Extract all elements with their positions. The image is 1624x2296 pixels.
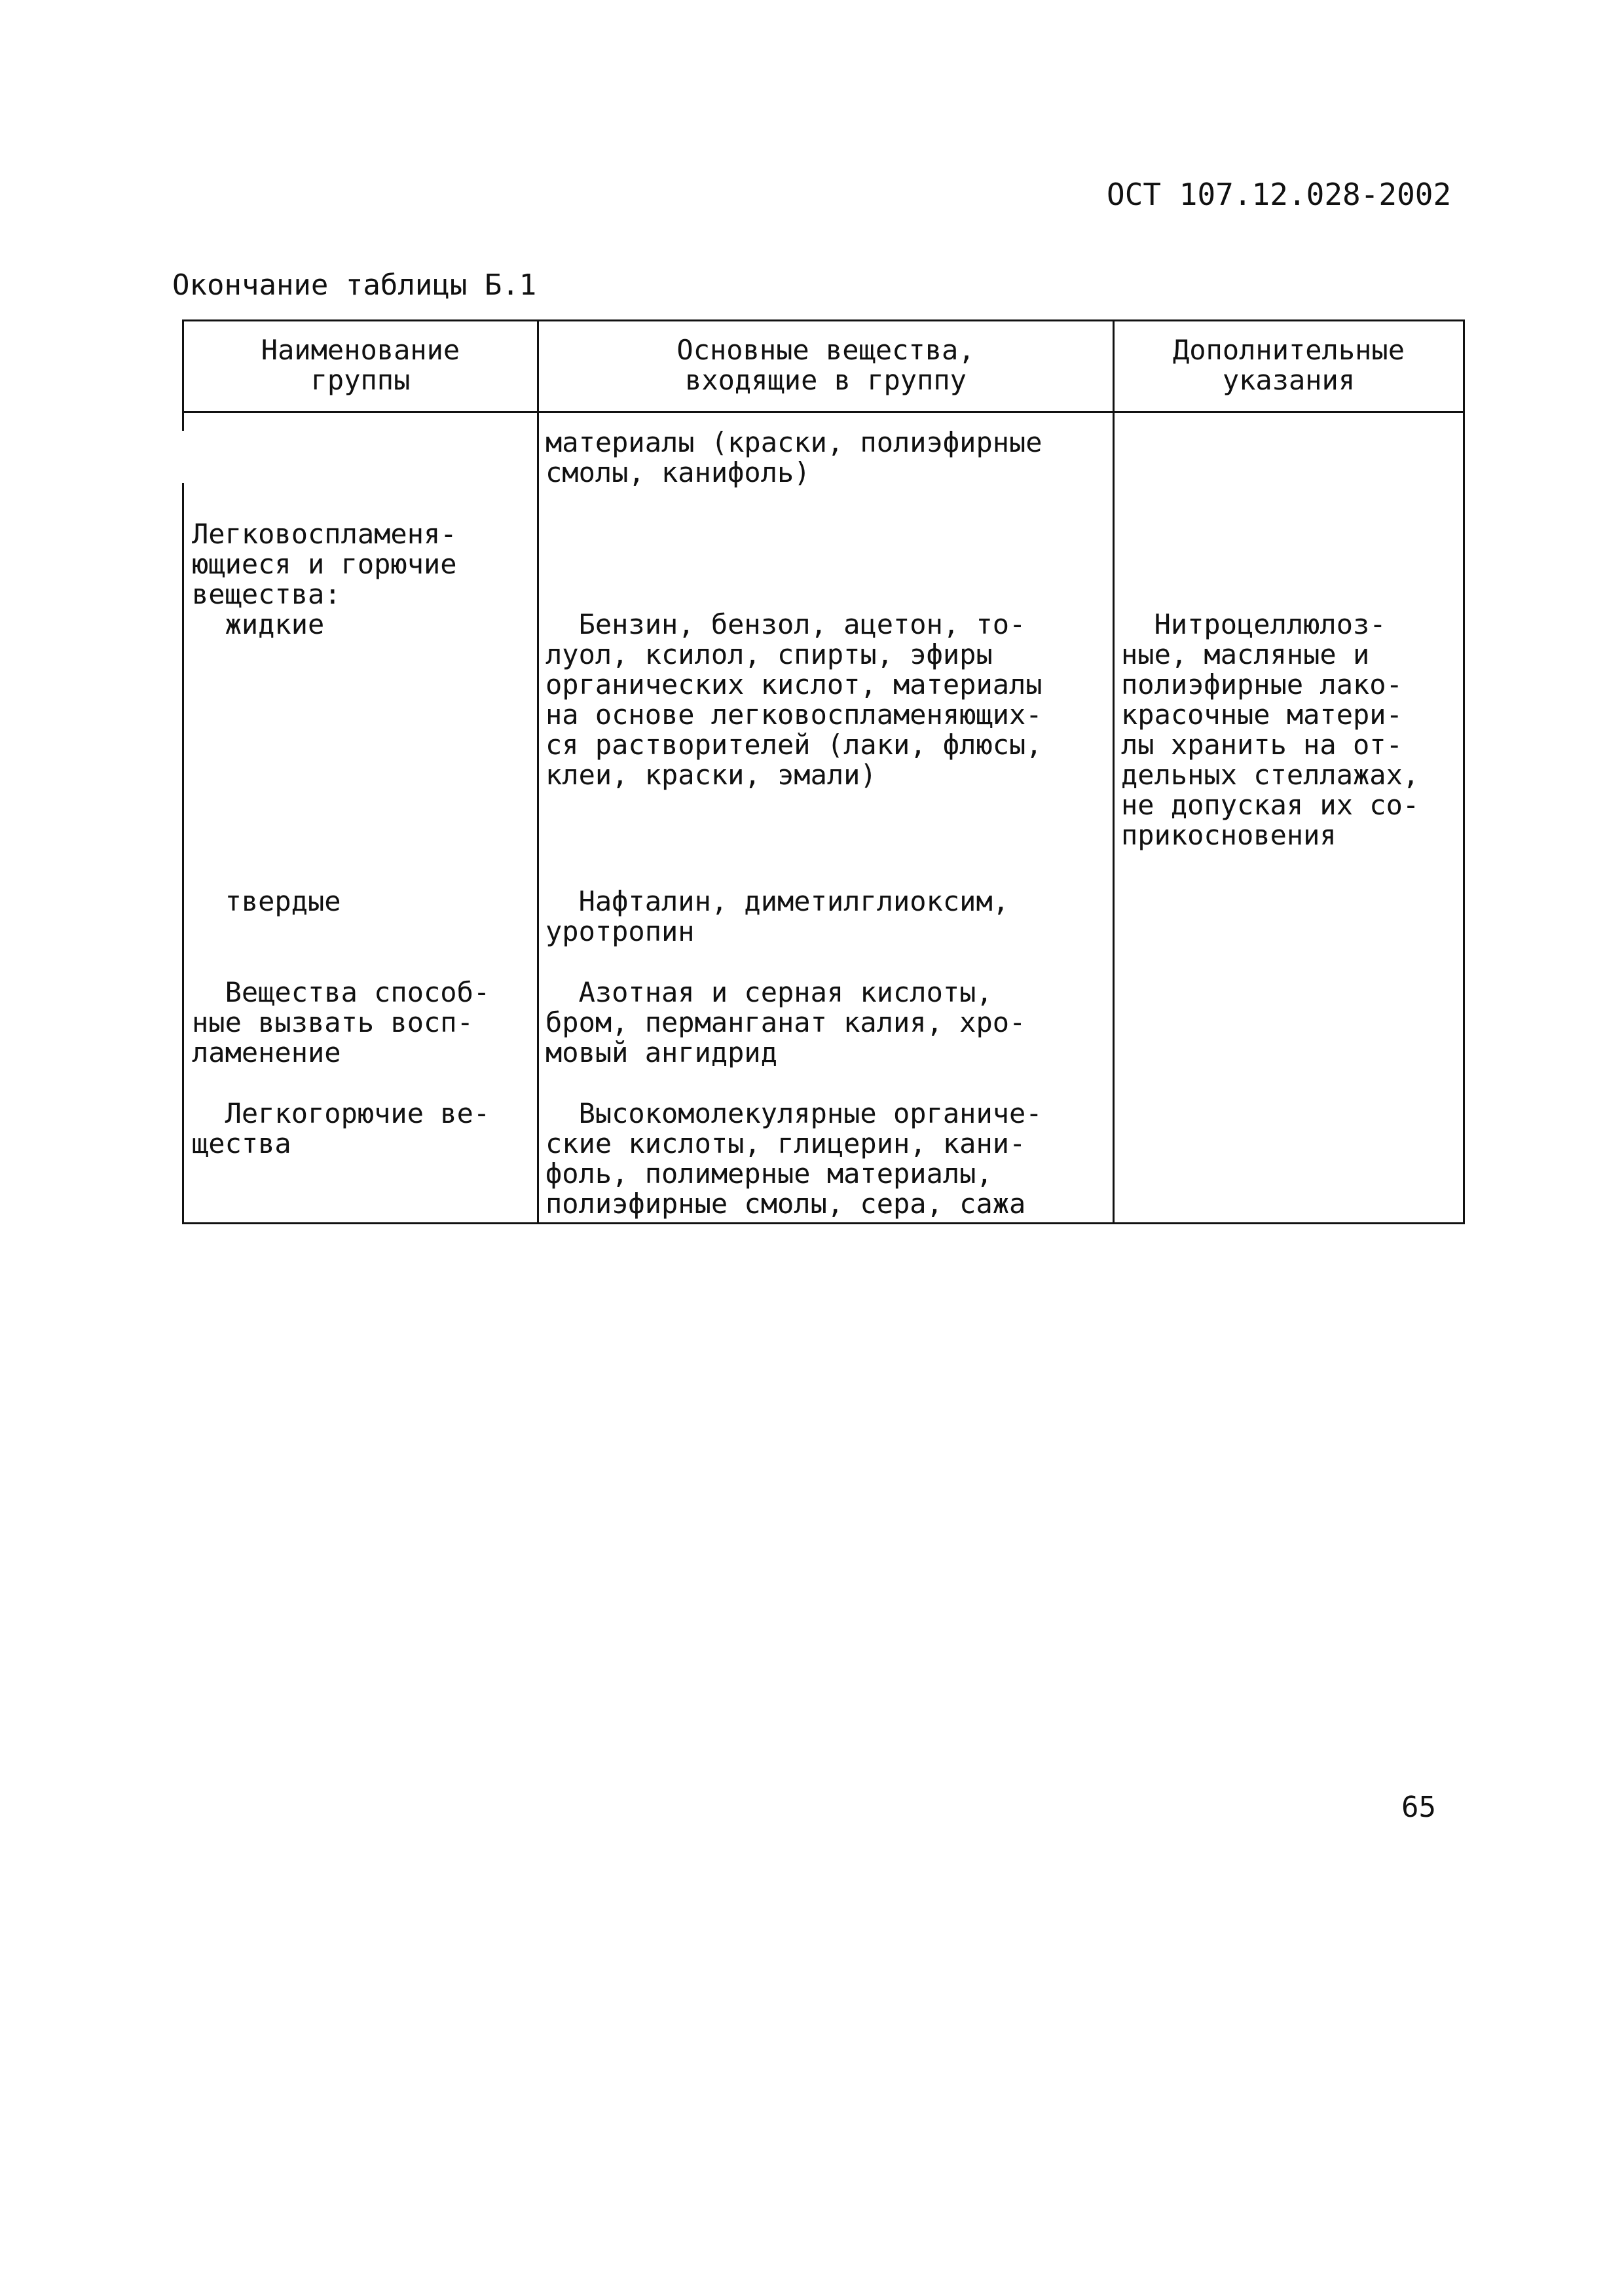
row-oxidizers-substances: Азотная и серная кислоты, бром, перманганат калия, хро- мовый ангидрид <box>545 976 1026 1068</box>
row-solids-substances: Нафталин, диметилглиоксим, уротропин <box>545 885 1010 947</box>
row-liquids-notes: Нитроцеллюлоз- ные, масляные и полиэфирные лако- красочные матери- лы хранить на от- дельных стеллажах, не допуская их со- прикосновения <box>1121 608 1420 851</box>
row-oxidizers-name: Вещества способ- ные вызвать восп- ламенение <box>192 976 490 1068</box>
row-liquids-substances: Бензин, бензол, ацетон, то- луол, ксилол, спирты, эфиры органических кислот, материалы на основе легковоспламеняющих- ся растворителей (лаки, флюсы, клеи, краски, эмали) <box>545 608 1043 791</box>
column-header-notes: Дополнительные указания <box>1172 334 1405 396</box>
document-number: ОСТ 107.12.028-2002 <box>1107 177 1452 212</box>
substances-table <box>182 319 1465 1224</box>
column-divider-1 <box>537 319 539 1224</box>
row-combustible-name: Легкогорючие ве- щества <box>192 1097 490 1159</box>
row-flammable-group-name: Легковоспламеня- ющиеся и горючие вещества: <box>192 518 457 610</box>
row-solids-name: твердые <box>192 885 341 917</box>
row-combustible-substances: Высокомолекулярные органиче- ские кислоты, глицерин, кани- фоль, полимерные материалы, полиэфирные смолы, сера, сажа <box>545 1097 1043 1220</box>
left-border-bottom <box>182 483 184 1224</box>
table-bottom-border <box>182 1222 1465 1224</box>
table-caption: Окончание таблицы Б.1 <box>172 268 537 302</box>
column-divider-2 <box>1113 319 1115 1224</box>
column-header-substances: Основные вещества, входящие в группу <box>676 334 975 396</box>
row-continuation-substances: материалы (краски, полиэфирные смолы, канифоль) <box>545 426 1043 488</box>
table-top-border <box>182 319 1465 321</box>
column-header-group-name: Наименование группы <box>261 334 460 396</box>
header-bottom-border <box>182 411 1465 413</box>
table-right-border <box>1463 319 1465 1224</box>
page-number: 65 <box>1401 1791 1436 1824</box>
row-liquids-name: жидкие <box>192 608 325 640</box>
